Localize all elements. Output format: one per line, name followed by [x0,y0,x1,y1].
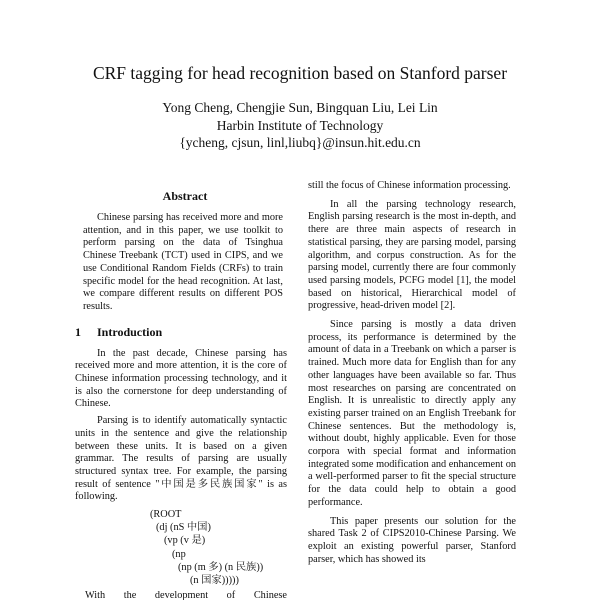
author-emails: {ycheng, cjsun, linl,liubq}@insun.hit.edu.cn [179,135,421,150]
parse-tree-line: (np [172,548,186,560]
author-names: Yong Cheng, Chengjie Sun, Bingquan Liu, Lei Lin [162,100,438,115]
parse-tree-line: (ROOT [150,509,182,521]
intro-paragraph-3-start: With the development of Chinese [85,590,287,600]
right-paragraph-2: Since parsing is mostly a data driven process, its performance is determined by the amount of data in a Treebank on which a parser is trained. Much more data for English than for any other languages have been available so far. Thus most researches on parsing are concentrated on English. It is unrealistic to directly apply any existing parser trained on an English Treebank for Chinese sentences. But the methodology is, without doubt, highly applicable. Even for those corpora with special format and information integrated some modification and enhancement on a well-performed parser to fit the special structure for the data could help to obtain a good performance. [308,319,516,508]
parse-tree-line: (np (m 多) (n 民族)) [178,561,264,573]
section-heading-introduction [75,324,287,340]
parse-tree-line: (dj (nS 中国) [156,522,211,534]
author-affiliation: Harbin Institute of Technology [216,117,384,133]
parse-tree [75,508,287,587]
section-title: Introduction [97,324,163,339]
intro-paragraph-2: Parsing is to identify automatically syntactic units in the sentence and give the relationship between these units. It is based on a given grammar. The results of parsing are usually structured syntax tree. For example, the parsing result of sentence "中国是多民族国家" is as following. [75,415,287,503]
author-block [0,99,600,152]
right-paragraph-3: This paper presents our solution for the shared Task 2 of CIPS2010-Chinese Parsing. We exploit an existing powerful parser, Stanford parser, which has showed its [308,515,516,565]
abstract-text: Chinese parsing has received more and more attention, and in this paper, we use toolkit to perform parsing on the data of Tsinghua Chinese Treebank (TCT) used in CIPS, and we use Conditional Random Fields (CRFs) to train specific model for the head recognition. At last, we compare different results on different POS results. [83,212,283,312]
abstract-heading: Abstract [162,189,208,203]
left-column [75,188,287,600]
section-number: 1 [75,324,81,339]
right-paragraph-1: In all the parsing technology research, English parsing research is the most in-depth, and there are three main aspects of research in statistical parsing, they are parsing model, parsing algorithm, and corpus construction. As for the parsing model, currently there are four commonly used parsing models, PCFG model [1], the model based on historical, Hierarchical model of progressive, head-driven model [2]. [308,198,516,312]
paper-title: CRF tagging for head recognition based on Stanford parser [92,63,508,83]
right-paragraph-continuation: still the focus of Chinese information processing. [308,180,511,191]
parse-tree-line: (vp (v 是) [164,535,206,547]
intro-paragraph-1: In the past decade, Chinese parsing has received more and more attention, it is the core of Chinese information processing technology, and it is also the cornerstone for deep understanding of Chinese. [75,347,287,410]
parse-tree-line: (n 国家))))) [190,575,239,587]
right-column [308,180,516,570]
